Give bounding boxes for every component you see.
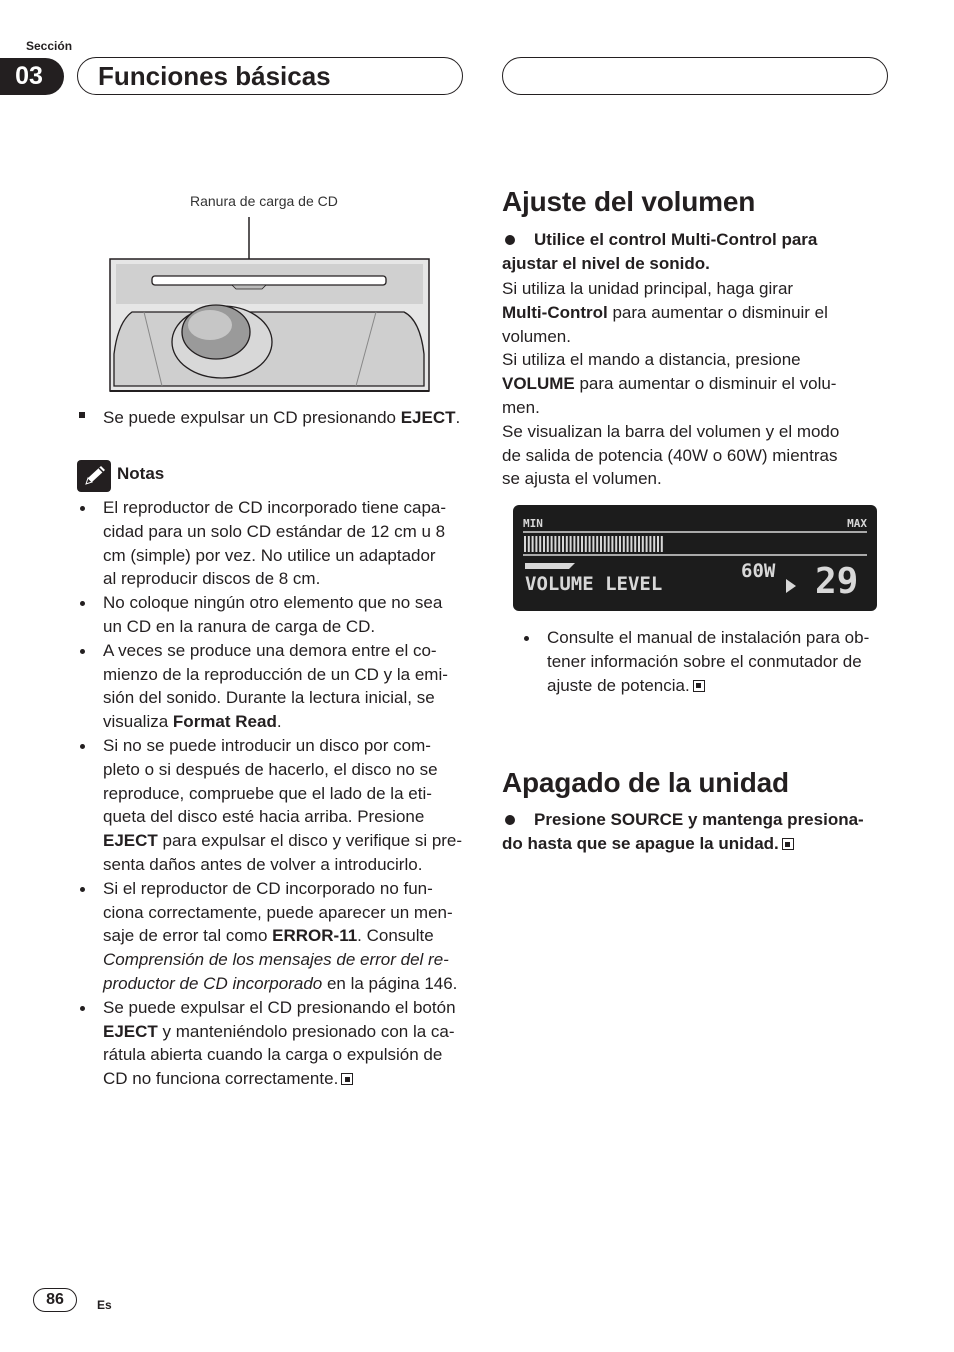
note-line [103, 615, 466, 639]
power-off-heading: Apagado de la unidad [502, 767, 789, 798]
note-line [103, 520, 466, 544]
note-item [78, 496, 466, 591]
bold-term: EJECT [103, 831, 158, 851]
volume-bar-tick [653, 536, 655, 552]
text-run: cm (simple) por vez. No utilice un adaptador [103, 545, 436, 565]
language-code: Es [97, 1298, 112, 1312]
install-note-line-1: Consulte el manual de instalación para ob- [547, 628, 870, 647]
note-line [103, 567, 466, 591]
eject-note [103, 406, 460, 430]
volume-bar-tick [619, 536, 621, 552]
power-off-instruction [502, 808, 902, 856]
volume-body-line [502, 372, 894, 396]
note-line [103, 686, 466, 710]
note-line [103, 639, 466, 663]
text-run: . Consulte [357, 926, 434, 946]
volume-body [502, 277, 894, 491]
volume-body-line [502, 277, 894, 301]
text-run: No coloque ningún otro elemento que no sea [103, 593, 443, 613]
note-line [103, 901, 466, 925]
bullet-dot [80, 887, 85, 892]
display-power-value: 60W [741, 560, 776, 582]
page-number: 86 [33, 1288, 77, 1312]
text-run: sión del sonido. Durante la lectura inicial, se [103, 688, 435, 708]
text-run: Si no se puede introducir un disco por com- [103, 735, 431, 755]
note-line [103, 758, 466, 782]
note-item [78, 996, 466, 1091]
volume-bar-tick [551, 536, 553, 552]
display-volume-value: 29 [815, 561, 859, 602]
bullet-dot [80, 1006, 85, 1011]
volume-level-display [513, 505, 877, 611]
text-run: Si utiliza el mando a distancia, presione [502, 350, 801, 370]
end-mark-icon [693, 680, 705, 692]
text-run: volumen. [502, 326, 571, 346]
bold-term: Format Read [172, 712, 277, 732]
text-run: Se puede expulsar el CD presionando el botón [103, 997, 456, 1017]
volume-bar-tick [535, 536, 537, 552]
note-line [103, 663, 466, 687]
text-run: visualiza [103, 712, 173, 732]
figure-callout-label: Ranura de carga de CD [190, 193, 338, 209]
text-run: y manteniéndolo presionado con la ca- [157, 1021, 455, 1041]
volume-bar-tick [661, 536, 663, 552]
volume-body-line [502, 420, 894, 444]
note-item [78, 591, 466, 639]
text-run: ciona correctamente, puede aparecer un men- [103, 902, 453, 922]
volume-bar-tick [642, 536, 644, 552]
volume-bar-tick [581, 536, 583, 552]
volume-bar-tick [532, 536, 534, 552]
header-empty-frame [502, 57, 888, 95]
note-line [103, 972, 466, 996]
note-line [103, 996, 466, 1020]
text-run: Si utiliza la unidad principal, haga girar [502, 279, 794, 298]
text-run: CD no funciona correctamente. [103, 1069, 339, 1089]
note-item [78, 877, 466, 996]
volume-body-line [502, 348, 894, 372]
note-line [103, 496, 466, 520]
bold-term: EJECT [103, 1021, 158, 1041]
install-note-line-3: ajuste de potencia. [547, 675, 690, 695]
section-label: Sección [26, 39, 73, 53]
text-run: A veces se produce una demora entre el co- [103, 640, 437, 660]
bullet-dot [80, 649, 85, 654]
cd-unit-illustration [104, 214, 436, 396]
text-run: de salida de potencia (40W o 60W) mientras [502, 445, 838, 465]
volume-bar-tick [573, 536, 575, 552]
volume-bar-tick [562, 536, 564, 552]
notes-list [78, 496, 466, 1091]
volume-instruction-line-2: ajustar el nivel de sonido. [502, 254, 710, 273]
volume-install-note [522, 626, 892, 697]
text-run: para aumentar o disminuir el [607, 302, 828, 322]
volume-bar-tick [657, 536, 659, 552]
volume-body-line [502, 444, 894, 468]
text-run: cidad para un solo CD estándar de 12 cm u 8 [103, 521, 446, 541]
note-line [103, 782, 466, 806]
bullet-dot [80, 506, 85, 511]
text-run: saje de error tal como [103, 926, 273, 946]
text-run: en la página 146. [322, 973, 458, 993]
note-line [103, 829, 466, 853]
eject-note-keyword: EJECT [400, 408, 456, 427]
pencil-notes-icon [77, 460, 111, 492]
text-run: . [276, 712, 282, 732]
volume-bar-tick [630, 536, 632, 552]
note-line [103, 544, 466, 568]
power-off-line-1: Presione SOURCE y mantenga presiona- [534, 810, 864, 829]
volume-instruction [502, 228, 892, 276]
volume-instruction-line-1: Utilice el control Multi-Control para [534, 230, 818, 249]
display-min-label: MIN [523, 517, 543, 530]
cd-slot [152, 276, 386, 285]
text-run: senta daños antes de volver a introducirlo. [103, 854, 423, 874]
bold-term: VOLUME [502, 374, 575, 394]
volume-bar-tick [608, 536, 610, 552]
volume-bar-tick [600, 536, 602, 552]
text-run: queta del disco esté hacia arriba. Presione [103, 807, 425, 827]
display-max-label: MAX [847, 517, 867, 530]
volume-bar-tick [627, 536, 629, 552]
volume-bar-tick [638, 536, 640, 552]
power-off-line-2: do hasta que se apague la unidad. [502, 834, 779, 853]
volume-bar-tick [596, 536, 598, 552]
note-line [103, 1067, 466, 1091]
text-run: reproduce, compruebe que el lado de la eti- [103, 783, 432, 803]
volume-bar-tick [611, 536, 613, 552]
text-run: para aumentar o disminuir el volu- [574, 374, 837, 394]
note-line [103, 1043, 466, 1067]
note-line [103, 591, 466, 615]
note-item [78, 734, 466, 877]
volume-body-line [502, 467, 894, 491]
text-run: un CD en la ranura de carga de CD. [103, 616, 376, 636]
volume-bar-tick [528, 536, 530, 552]
volume-bar-tick [623, 536, 625, 552]
volume-bar [524, 536, 663, 552]
volume-bar-tick [524, 536, 526, 552]
note-line [103, 948, 466, 972]
note-line [103, 924, 466, 948]
note-line [103, 710, 466, 734]
volume-body-line [502, 325, 894, 349]
install-note-line-2: tener información sobre el conmutador de [547, 651, 862, 671]
chapter-title: Funciones básicas [77, 57, 463, 95]
text-run: se ajusta el volumen. [502, 469, 662, 489]
italic-reference: productor de CD incorporado [103, 973, 323, 993]
end-mark-icon [782, 838, 794, 850]
text-run: pleto o si después de hacerlo, el disco no se [103, 759, 438, 779]
text-run: El reproductor de CD incorporado tiene capa- [103, 498, 447, 517]
volume-bar-tick [634, 536, 636, 552]
volume-body-line [502, 396, 894, 420]
bullet-dot [80, 601, 85, 606]
notes-title: Notas [117, 464, 165, 483]
volume-bar-tick [649, 536, 651, 552]
volume-bar-tick [589, 536, 591, 552]
end-mark-icon [341, 1073, 353, 1085]
volume-bar-tick [543, 536, 545, 552]
section-number-tab: 03 [0, 58, 64, 95]
note-line [103, 853, 466, 877]
volume-bar-tick [570, 536, 572, 552]
volume-bar-tick [566, 536, 568, 552]
note-line [103, 805, 466, 829]
note-line [103, 734, 466, 758]
volume-bar-tick [554, 536, 556, 552]
note-line [103, 877, 466, 901]
square-bullet [79, 412, 85, 418]
volume-bar-tick [539, 536, 541, 552]
bold-term: Multi-Control [502, 302, 608, 322]
bullet-dot [80, 744, 85, 749]
text-run: Se visualizan la barra del volumen y el modo [502, 421, 840, 441]
text-run: para expulsar el disco y verifique si pre- [157, 831, 463, 851]
volume-bar-tick [577, 536, 579, 552]
volume-bar-tick [547, 536, 549, 552]
eject-note-text: Se puede expulsar un CD presionando [103, 408, 401, 427]
text-run: mienzo de la reproducción de un CD y la emi- [103, 664, 448, 684]
volume-heading: Ajuste del volumen [502, 186, 756, 217]
note-line [103, 1020, 466, 1044]
eject-note-suffix: . [455, 408, 461, 427]
text-run: men. [502, 397, 540, 417]
volume-body-line [502, 301, 894, 325]
volume-bar-tick [604, 536, 606, 552]
display-level-label: VOLUME LEVEL [525, 573, 663, 595]
volume-bar-tick [592, 536, 594, 552]
note-item [78, 639, 466, 734]
text-run: rátula abierta cuando la carga o expulsión de [103, 1045, 443, 1065]
text-run: Si el reproductor de CD incorporado no fun- [103, 878, 433, 898]
italic-reference: Comprensión de los mensajes de error del re- [103, 950, 449, 970]
volume-bar-tick [558, 536, 560, 552]
volume-bar-tick [585, 536, 587, 552]
volume-bar-tick [615, 536, 617, 552]
bold-term: ERROR-11 [272, 926, 358, 946]
volume-bar-tick [646, 536, 648, 552]
text-run: al reproducir discos de 8 cm. [103, 569, 321, 589]
